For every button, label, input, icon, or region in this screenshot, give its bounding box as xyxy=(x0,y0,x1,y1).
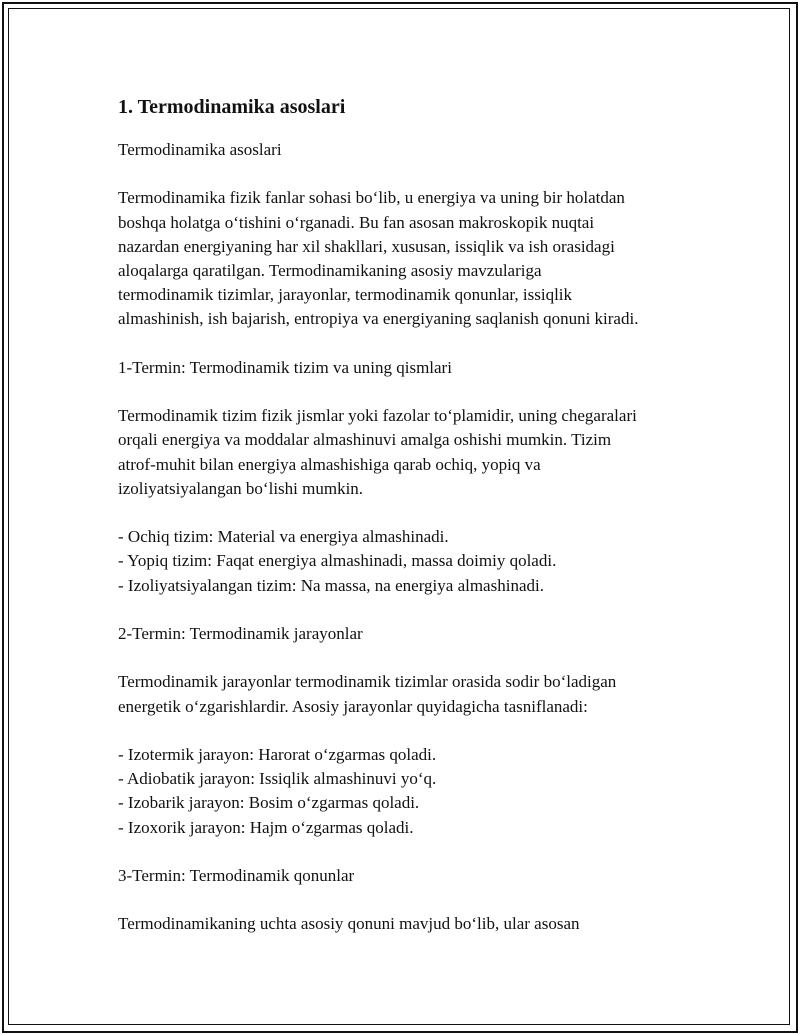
term3-paragraph: Termodinamikaning uchta asosiy qonuni mavjud bo‘lib, ular asosan xyxy=(118,914,580,934)
term2-list-item: - Izoxorik jarayon: Hajm o‘zgarmas qoladi. xyxy=(118,817,414,837)
term3-title: 3-Termin: Termodinamik qonunlar xyxy=(118,865,355,885)
term2-list-item: - Izobarik jarayon: Bosim o‘zgarmas qoladi. xyxy=(118,793,420,813)
term1-title: 1-Termin: Termodinamik tizim va uning qismlari xyxy=(118,357,452,377)
term2-paragraph: Termodinamik jarayonlar termodinamik tizimlar orasida sodir bo‘ladigan energetik o‘zgarishlardir. Asosiy jarayonlar quyidagicha tasniflanadi: xyxy=(118,672,617,716)
term1-paragraph: Termodinamik tizim fizik jismlar yoki fazolar to‘plamidir, uning chegaralari orqali energiya va moddalar almashinuvi amalga oshishi mumkin. Tizim atrof-muhit bilan energiya almashishiga qarab ochiq, yopiq va izoliyatsiyalangan bo‘lishi mumkin. xyxy=(118,406,637,498)
term1-list-item: - Yopiq tizim: Faqat energiya almashinadi, massa doimiy qoladi. xyxy=(118,551,557,571)
document-subtitle: Termodinamika asoslari xyxy=(118,140,282,159)
document-heading: 1. Termodinamika asoslari xyxy=(118,96,346,118)
term1-list-item: - Ochiq tizim: Material va energiya almashinadi. xyxy=(118,527,449,547)
term2-list-item: - Adiobatik jarayon: Issiqlik almashinuvi yo‘q. xyxy=(118,769,437,789)
term1-list-item: - Izoliyatsiyalangan tizim: Na massa, na energiya almashinadi. xyxy=(118,575,544,595)
term2-title: 2-Termin: Termodinamik jarayonlar xyxy=(118,623,363,643)
term2-list-item: - Izotermik jarayon: Harorat o‘zgarmas qoladi. xyxy=(118,744,437,764)
intro-paragraph: Termodinamika fizik fanlar sohasi bo‘lib, u energiya va uning bir holatdan boshqa holatga o‘tishini o‘rganadi. Bu fan asosan makroskopik nuqtai nazardan energiyaning har xil shakllari, xususan, issiqlik va ish orasidagi aloqalarga qaratilgan. Termodinamikaning asosiy mavzulariga termodinamik tizimlar, jarayonlar, termodinamik qonunlar, issiqlik almashinish, ish bajarish, entropiya va energiyaning saqlanish qonuni kiradi. xyxy=(118,188,639,329)
document-body xyxy=(118,94,718,937)
